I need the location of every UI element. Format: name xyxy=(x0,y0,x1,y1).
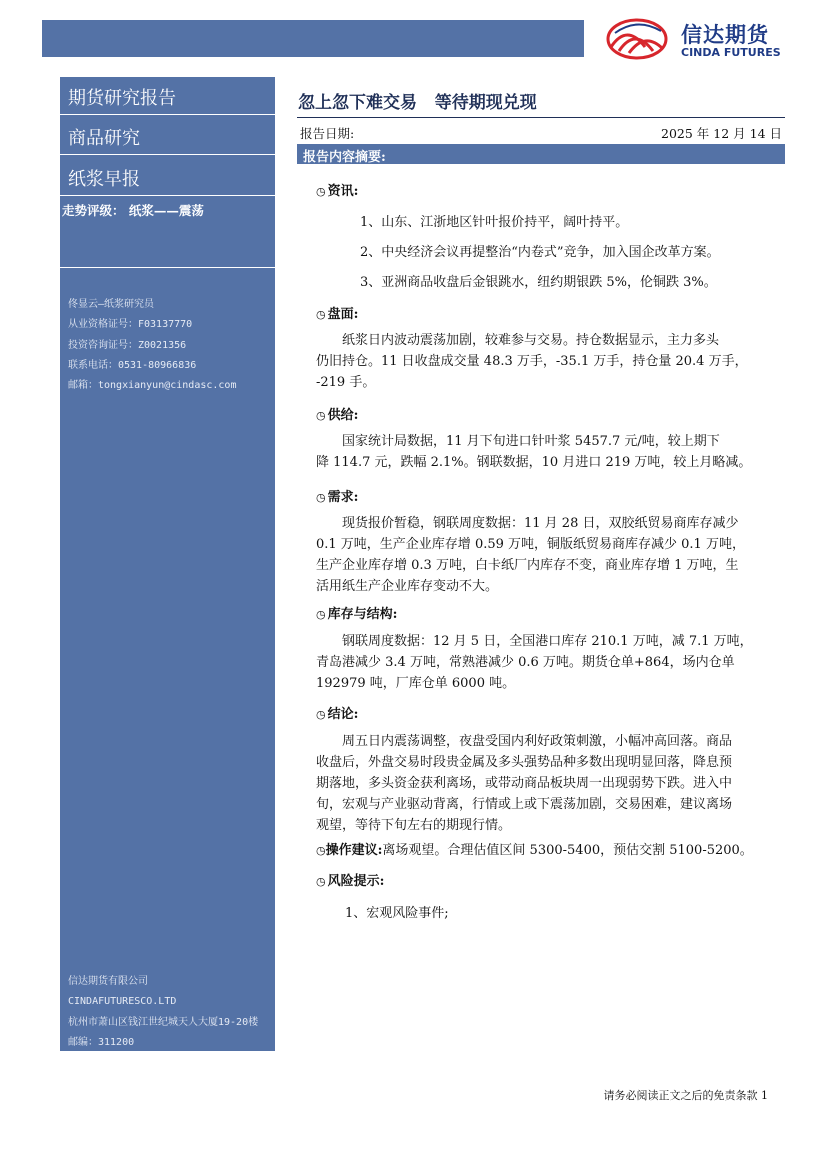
analyst-email[interactable]: 邮箱：tongxianyun@cindasc.com xyxy=(68,380,237,392)
clock-icon: ◷ xyxy=(316,308,326,321)
text-line: -219 手。 xyxy=(316,375,376,390)
analyst-name: 佟显云—纸浆研究员 xyxy=(68,299,155,310)
sidebar-category-commodity xyxy=(60,117,275,155)
text-line: 钢联周度数据：12 月 5 日，全国港口库存 210.1 万吨，减 7.1 万吨， xyxy=(316,634,753,649)
company-address: 杭州市萧山区钱江世纪城天人大厦19-20楼 xyxy=(68,1016,259,1028)
section-head-label: 供给: xyxy=(327,408,359,423)
text-line: 活用纸生产企业库存变动不大。 xyxy=(316,579,499,594)
section-head-label: 盘面: xyxy=(327,307,359,322)
section-demand-head xyxy=(316,486,358,505)
summary-bar xyxy=(297,144,785,164)
text-line: 仍旧持仓。11 日收盘成交量 48.3 万手，-35.1 万手，持仓量 20.4 万手， xyxy=(316,354,748,369)
sidebar-category-label: 纸浆早报 xyxy=(68,169,140,190)
clock-icon: ◷ xyxy=(316,185,326,198)
title-underline xyxy=(297,117,785,118)
clock-icon: ◷ xyxy=(316,491,326,504)
logo xyxy=(605,17,795,61)
text-line: 192979 吨，厂库仓单 6000 吨。 xyxy=(316,676,516,691)
logo-text-en: CINDA FUTURES xyxy=(681,46,781,59)
text-line: 生产企业库存增 0.3 万吨，白卡纸厂内库存不变，商业库存增 1 万吨，生 xyxy=(316,558,739,573)
analyst-phone: 联系电话：0531-80966836 xyxy=(68,359,197,371)
list-item: 1、山东、江浙地区针叶报价持平，阔叶持平。 xyxy=(360,215,629,230)
analyst-qualification: 从业资格证号：F03137770 xyxy=(68,319,193,331)
section-supply-head xyxy=(316,404,358,423)
report-date-label: 报告日期: xyxy=(300,126,355,141)
sidebar-divider xyxy=(60,267,275,268)
sidebar-category-label: 期货研究报告 xyxy=(68,88,176,109)
section-market-head xyxy=(316,303,358,322)
section-head-label: 结论: xyxy=(327,707,359,722)
analyst-info xyxy=(68,295,236,396)
section-operation xyxy=(316,839,753,858)
clock-icon: ◷ xyxy=(316,875,326,888)
company-info xyxy=(68,972,258,1053)
trend-rating: 走势评级： 纸浆——震荡 xyxy=(62,203,204,218)
cinda-logo-icon xyxy=(605,17,669,61)
section-inventory-head xyxy=(316,603,397,622)
text-line: 观望，等待下旬左右的期现行情。 xyxy=(316,818,512,833)
summary-label: 报告内容摘要: xyxy=(303,150,386,165)
section-conclusion-head xyxy=(316,703,358,722)
page-title: 忽上忽下难交易 等待期现兑现 xyxy=(298,93,537,113)
section-head-label: 资讯: xyxy=(327,184,359,199)
clock-icon: ◷ xyxy=(316,708,326,721)
section-news-head xyxy=(316,180,358,199)
text-line: 青岛港减少 3.4 万吨，常熟港减少 0.6 万吨。期货仓单+864，场内仓单 xyxy=(316,655,735,670)
header-band xyxy=(42,20,584,57)
report-date: 2025 年 12 月 14 日 xyxy=(661,126,782,141)
disclaimer-footer: 请务必阅读正文之后的免责条款 1 xyxy=(603,1089,768,1102)
list-item: 3、亚洲商品收盘后金银跳水，纽约期银跌 5%，伦铜跌 3%。 xyxy=(360,275,717,290)
clock-icon: ◷ xyxy=(316,409,326,422)
company-name: 信达期货有限公司 xyxy=(68,976,148,987)
section-conclusion-text xyxy=(316,731,780,836)
section-head-label: 操作建议: xyxy=(325,843,383,858)
list-item: 2、中央经济会议再提整治“内卷式”竞争，加入国企改革方案。 xyxy=(360,245,720,260)
section-risk-head xyxy=(316,870,384,889)
section-market-text xyxy=(316,330,780,393)
text-line: 降 114.7 元，跌幅 2.1%。钢联数据，10 月进口 219 万吨，较上月略减。 xyxy=(316,455,752,470)
analyst-consult: 投资咨询证号：Z0021356 xyxy=(68,339,187,351)
section-head-label: 风险提示: xyxy=(327,874,385,889)
company-site: CINDAFUTURESCO.LTD xyxy=(68,996,177,1008)
text-line: 收盘后，外盘交易时段贵金属及多头强势品种多数出现明显回落，降息预 xyxy=(316,755,733,770)
section-supply-text xyxy=(316,431,780,473)
text-line: 周五日内震荡调整，夜盘受国内利好政策刺激，小幅冲高回落。商品 xyxy=(316,734,733,749)
sidebar xyxy=(60,77,275,1051)
clock-icon: ◷ xyxy=(316,844,326,857)
operation-text: 离场观望。合理估值区间 5300-5400，预估交割 5100-5200。 xyxy=(382,843,753,858)
section-head-label: 库存与结构: xyxy=(327,607,398,622)
text-line: 期落地，多头资金获利离场，或带动商品板块周一出现弱势下跌。进入中 xyxy=(316,776,733,791)
text-line: 纸浆日内波动震荡加剧，较难参与交易。持仓数据显示，主力多头 xyxy=(316,333,720,348)
section-demand-text xyxy=(316,513,780,597)
text-line: 0.1 万吨，生产企业库存增 0.59 万吨，铜版纸贸易商库存减少 0.1 万吨， xyxy=(316,537,745,552)
text-line: 国家统计局数据，11 月下旬进口针叶浆 5457.7 元/吨，较上期下 xyxy=(316,434,720,449)
clock-icon: ◷ xyxy=(316,608,326,621)
list-item: 1、宏观风险事件; xyxy=(345,906,449,921)
text-line: 现货报价暂稳，钢联周度数据：11 月 28 日，双胶纸贸易商库存减少 xyxy=(316,516,739,531)
section-head-label: 需求: xyxy=(327,490,359,505)
company-zip: 邮编：311200 xyxy=(68,1036,135,1048)
section-inventory-text xyxy=(316,631,780,694)
text-line: 旬，宏观与产业驱动背离，行情或上或下震荡加剧，交易困难，建议离场 xyxy=(316,797,733,812)
sidebar-category-label: 商品研究 xyxy=(68,128,140,149)
sidebar-category-report xyxy=(60,77,275,115)
logo-text-cn: 信达期货 xyxy=(681,23,769,47)
sidebar-category-pulp xyxy=(60,158,275,196)
